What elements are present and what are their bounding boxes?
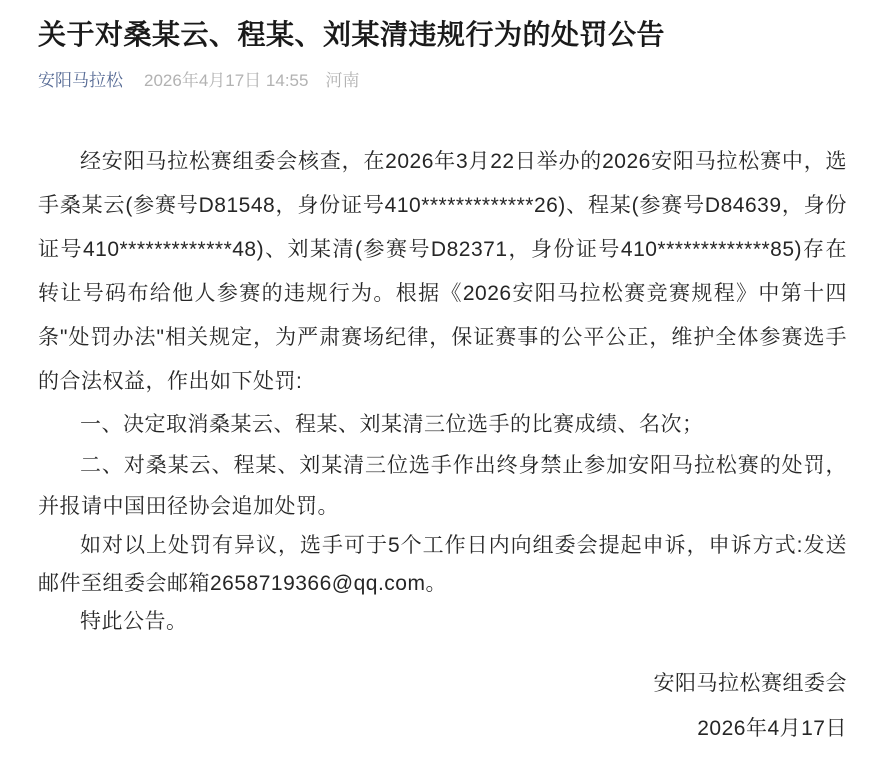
paragraph-closing: 特此公告。 xyxy=(80,610,188,633)
article-byline xyxy=(38,69,847,93)
penalty-item-1: 一、决定取消桑某云、程某、刘某清三位选手的比赛成绩、名次； xyxy=(80,413,704,436)
signature-org: 安阳马拉松赛组委会 xyxy=(653,672,847,695)
penalty-item-2: 二、对桑某云、程某、刘某清三位选手作出终身禁止参加安阳马拉松赛的处罚，并报请中国田径协会追加处罚。 xyxy=(38,454,847,518)
paragraph-appeal: 如对以上处罚有异议，选手可于5个工作日内向组委会提起申诉，申诉方式:发送邮件至组委会邮箱2658719366@qq.com。 xyxy=(38,534,847,595)
article-title: 关于对桑某云、程某、刘某清违规行为的处罚公告 xyxy=(38,19,666,50)
publish-location: 河南 xyxy=(325,71,360,90)
publish-time: 2026年4月17日 14:55 xyxy=(144,71,309,90)
signature-date: 2026年4月17日 xyxy=(697,717,847,740)
paragraph-verdict: 经安阳马拉松赛组委会核查，在2026年3月22日举办的2026安阳马拉松赛中，选手桑某云(参赛号D81548，身份证号410*************26)、程某(参赛号D84639，身份证号410*************48)、刘某清(参赛号D82371，身份证号410*************85)存在转让号码布给他人参赛的违规行为。根据《2026安阳马拉松赛竞赛规程》中第十四条"处罚办法"相关规定，为严肃赛场纪律，保证赛事的公平公正，维护全体参赛选手的合法权益，作出如下处罚: xyxy=(38,150,847,393)
account-name-link[interactable]: 安阳马拉松 xyxy=(38,71,123,90)
article-body xyxy=(38,140,847,751)
article-page xyxy=(0,16,885,751)
